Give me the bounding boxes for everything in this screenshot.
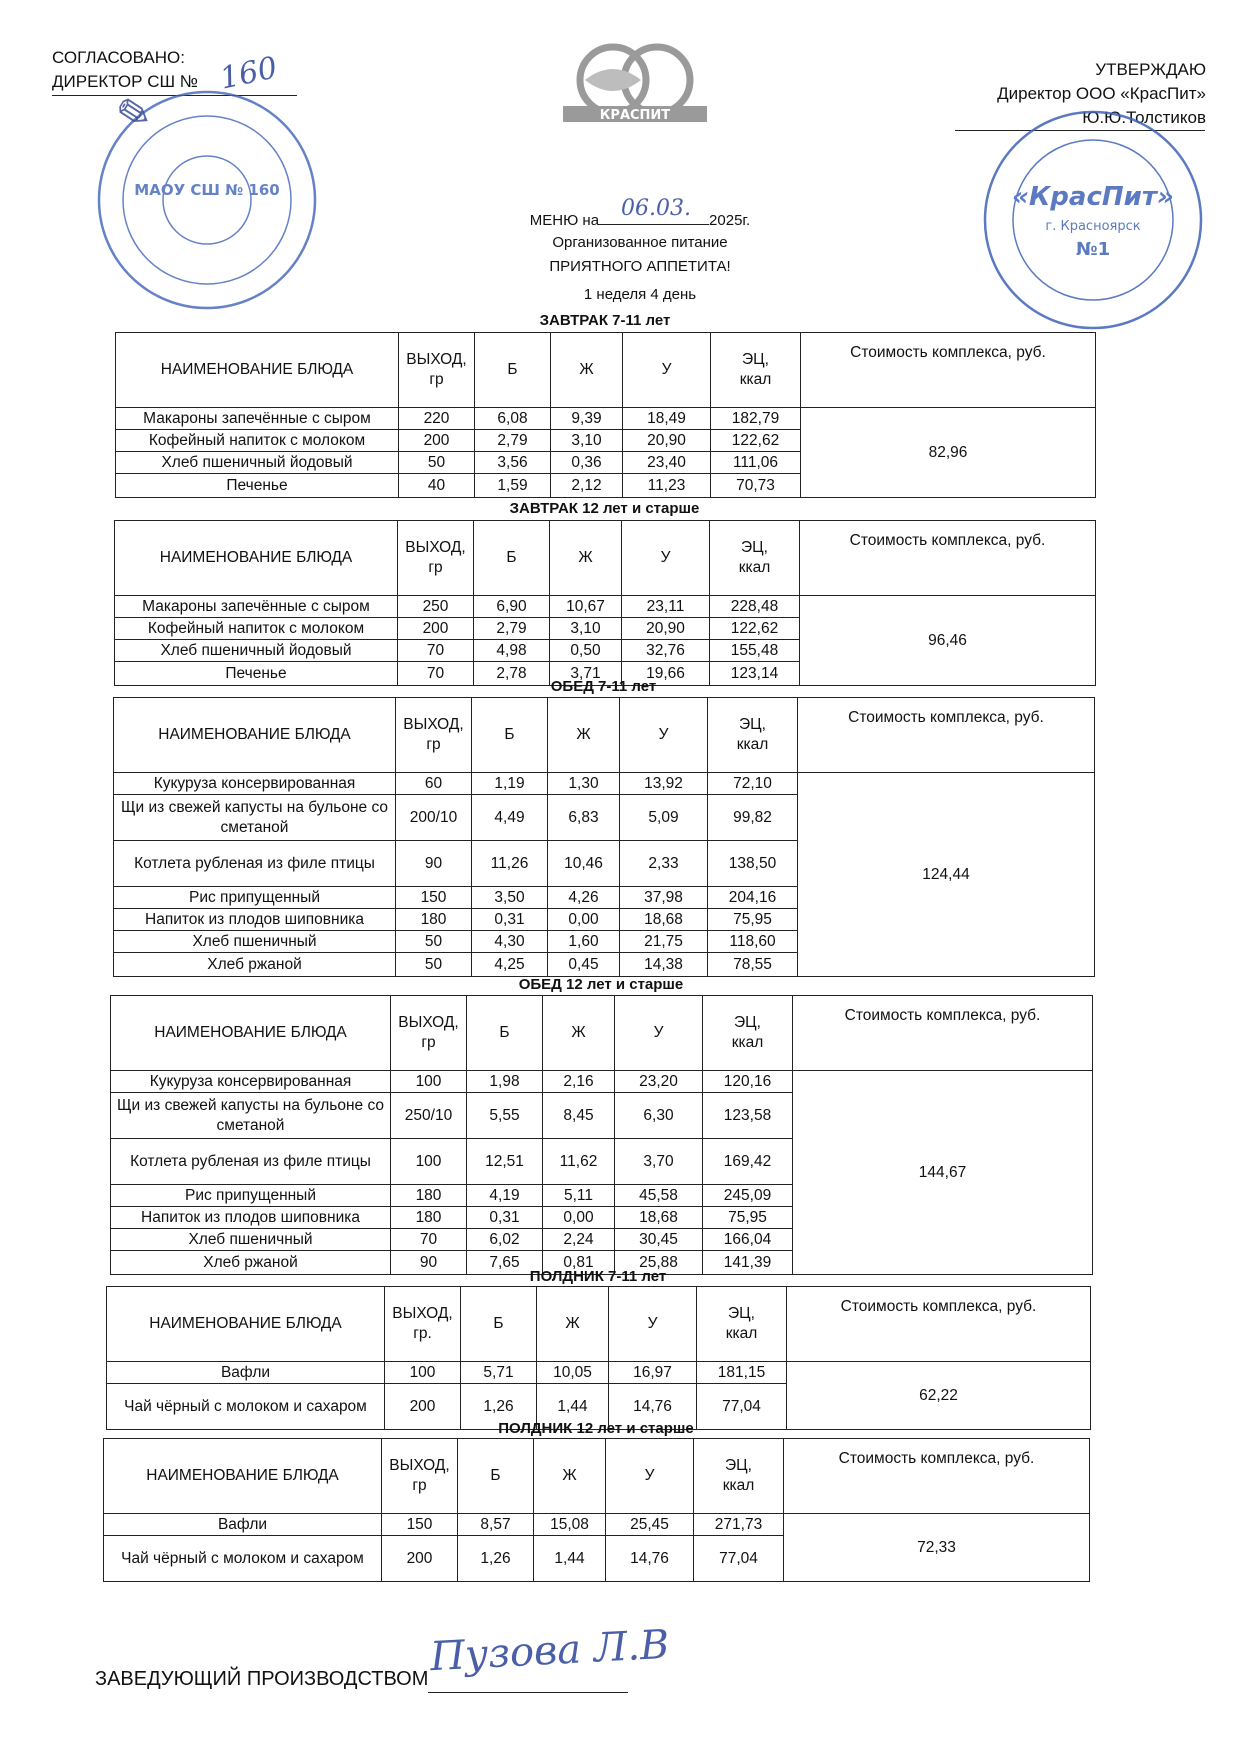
cell-ec: 99,82 [708,795,798,841]
cell-output: 180 [391,1185,467,1207]
cell-zh: 3,10 [551,430,623,452]
cell-ec: 78,55 [708,953,798,977]
header-ec [711,333,801,408]
cell-zh: 2,12 [551,474,623,498]
cell-output: 200/10 [396,795,472,841]
cell-name: Хлеб пшеничный йодовый [115,640,398,662]
cell-output: 70 [398,640,474,662]
menu-table [106,1286,1091,1430]
header-ec-line1: ЭЦ, [741,539,768,556]
cell-zh: 0,81 [543,1251,615,1275]
header-ec [708,698,798,773]
cell-ec: 181,15 [697,1362,787,1384]
cell-zh: 10,46 [548,841,620,887]
header-name: НАИМЕНОВАНИЕ БЛЮДА [111,996,391,1071]
cell-output: 100 [391,1071,467,1093]
cell-zh: 5,11 [543,1185,615,1207]
cell-ec: 204,16 [708,887,798,909]
cell-b: 4,98 [474,640,550,662]
cell-b: 0,31 [472,909,548,931]
cell-u: 14,76 [606,1536,694,1582]
cell-b: 1,59 [475,474,551,498]
cell-output: 60 [396,773,472,795]
cell-b: 6,90 [474,596,550,618]
menu-date-handwritten: 06.03. [621,196,692,221]
cell-name: Кофейный напиток с молоком [116,430,399,452]
table-row [107,1362,1091,1384]
table-header-row [114,698,1095,773]
header-ec-line2: ккал [725,1325,758,1342]
cell-zh: 8,45 [543,1093,615,1139]
cell-u: 19,66 [622,662,710,686]
cell-ec: 138,50 [708,841,798,887]
header-u: У [615,996,703,1071]
cell-u: 5,09 [620,795,708,841]
cell-b: 4,25 [472,953,548,977]
header-b: Б [474,521,550,596]
table-row [114,773,1095,795]
cell-output: 50 [396,953,472,977]
cell-zh: 1,44 [534,1536,606,1582]
cell-output: 200 [385,1384,461,1430]
cell-name: Рис припущенный [114,887,396,909]
header-cost: Стоимость комплекса, руб. [784,1439,1090,1514]
cell-name: Макароны запечённые с сыром [116,408,399,430]
menu-table [110,995,1093,1275]
cell-ec: 228,48 [710,596,800,618]
header-output: ВЫХОД, гр [398,521,474,596]
table-header-row [116,333,1096,408]
table-header-row [104,1439,1090,1514]
cell-name: Печенье [116,474,399,498]
cell-u: 20,90 [622,618,710,640]
menu-year: 2025г. [709,212,751,229]
cell-b: 2,78 [474,662,550,686]
director-name-label: Ю.Ю.Толстиков [1082,108,1206,127]
cell-u: 16,97 [609,1362,697,1384]
header-u: У [620,698,708,773]
header-name: НАИМЕНОВАНИЕ БЛЮДА [104,1439,382,1514]
cell-u: 32,76 [622,640,710,662]
cell-zh: 9,39 [551,408,623,430]
header-ec-line1: ЭЦ, [728,1305,755,1322]
director-company-label: Директор ООО «КрасПит» [997,84,1206,103]
header-ec-line2: ккал [739,371,772,388]
cell-b: 7,65 [467,1251,543,1275]
cell-b: 6,08 [475,408,551,430]
cell-b: 1,19 [472,773,548,795]
cell-ec: 166,04 [703,1229,793,1251]
cell-u: 21,75 [620,931,708,953]
header-cost: Стоимость комплекса, руб. [793,996,1093,1071]
cell-zh: 0,36 [551,452,623,474]
cell-b: 6,02 [467,1229,543,1251]
cell-ec: 122,62 [711,430,801,452]
cell-name: Макароны запечённые с сыром [115,596,398,618]
section-title: ПОЛДНИК 7-11 лет [529,1268,667,1285]
cell-b: 1,98 [467,1071,543,1093]
cell-output: 100 [385,1362,461,1384]
cell-name: Напиток из плодов шиповника [114,909,396,931]
cell-u: 23,11 [622,596,710,618]
header-zh: Ж [537,1287,609,1362]
header-u: У [622,521,710,596]
header-b: Б [472,698,548,773]
cell-b: 3,56 [475,452,551,474]
cell-zh: 0,50 [550,640,622,662]
cell-u: 14,38 [620,953,708,977]
cell-output: 250/10 [391,1093,467,1139]
cell-name: Щи из свежей капусты на бульоне со сметаной [114,795,396,841]
cell-ec: 70,73 [711,474,801,498]
header-ec-line1: ЭЦ, [739,716,766,733]
menu-subtitle-2: ПРИЯТНОГО АППЕТИТА! [549,258,731,275]
director-signature: ✎ [104,85,157,146]
company-logo [555,38,715,124]
header-ec [697,1287,787,1362]
header-cost: Стоимость комплекса, руб. [800,521,1096,596]
cell-b: 8,57 [458,1514,534,1536]
cell-ec: 169,42 [703,1139,793,1185]
cell-b: 1,26 [458,1536,534,1582]
header-output: ВЫХОД, гр [382,1439,458,1514]
cell-name: Хлеб пшеничный [114,931,396,953]
menu-date-line [599,196,709,225]
cell-output: 70 [391,1229,467,1251]
header-name: НАИМЕНОВАНИЕ БЛЮДА [107,1287,385,1362]
cell-ec: 182,79 [711,408,801,430]
cell-ec: 271,73 [694,1514,784,1536]
cell-output: 90 [396,841,472,887]
header-zh: Ж [548,698,620,773]
header-ec [694,1439,784,1514]
cell-output: 200 [382,1536,458,1582]
cell-zh: 0,00 [548,909,620,931]
cell-u: 23,20 [615,1071,703,1093]
footer-signature: Пузова Л.В [428,1621,671,1681]
cell-name: Чай чёрный с молоком и сахаром [107,1384,385,1430]
cell-u: 25,45 [606,1514,694,1536]
cell-u: 37,98 [620,887,708,909]
complex-cost: 72,33 [784,1514,1090,1582]
cell-b: 4,19 [467,1185,543,1207]
cell-zh: 15,08 [534,1514,606,1536]
cell-output: 150 [382,1514,458,1536]
cell-ec: 75,95 [708,909,798,931]
logo-text: КРАСПИТ [599,108,671,123]
complex-cost: 96,46 [800,596,1096,686]
cell-u: 45,58 [615,1185,703,1207]
header-b: Б [461,1287,537,1362]
cell-b: 11,26 [472,841,548,887]
school-number-handwritten: 160 [216,50,281,97]
cell-zh: 11,62 [543,1139,615,1185]
cell-name: Хлеб ржаной [111,1251,391,1275]
cell-u: 18,68 [615,1207,703,1229]
cell-output: 90 [391,1251,467,1275]
header-output: ВЫХОД, гр [396,698,472,773]
cell-b: 5,55 [467,1093,543,1139]
complex-cost: 82,96 [801,408,1096,498]
cell-u: 14,76 [609,1384,697,1430]
cell-ec: 155,48 [710,640,800,662]
header-output: ВЫХОД, гр. [385,1287,461,1362]
cell-name: Кукуруза консервированная [111,1071,391,1093]
section-title: ОБЕД 7-11 лет [550,678,657,695]
company-stamp-city: г. Красноярск [1045,219,1141,234]
cell-b: 1,26 [461,1384,537,1430]
table-header-row [115,521,1096,596]
header-output: ВЫХОД, гр [391,996,467,1071]
cell-b: 2,79 [475,430,551,452]
cell-zh: 1,30 [548,773,620,795]
table-row [115,596,1096,618]
section-title: ПОЛДНИК 12 лет и старше [498,1420,694,1437]
cell-zh: 10,05 [537,1362,609,1384]
cell-zh: 1,44 [537,1384,609,1430]
cell-output: 70 [398,662,474,686]
footer-label: ЗАВЕДУЮЩИЙ ПРОИЗВОДСТВОМ [95,1668,429,1690]
cell-u: 13,92 [620,773,708,795]
cell-output: 100 [391,1139,467,1185]
header-cost: Стоимость комплекса, руб. [798,698,1095,773]
section-title: ЗАВТРАК 7-11 лет [539,312,671,329]
header-b: Б [467,996,543,1071]
cell-name: Вафли [104,1514,382,1536]
section-title: ОБЕД 12 лет и старше [518,976,684,993]
header-zh: Ж [551,333,623,408]
menu-table [113,697,1095,977]
header-name: НАИМЕНОВАНИЕ БЛЮДА [116,333,399,408]
cell-name: Щи из свежей капусты на бульоне со сметаной [111,1093,391,1139]
cell-b: 4,49 [472,795,548,841]
cell-u: 6,30 [615,1093,703,1139]
footer-signature-line [428,1692,628,1693]
cell-output: 180 [391,1207,467,1229]
cell-zh: 0,45 [548,953,620,977]
cell-u: 23,40 [623,452,711,474]
cell-ec: 111,06 [711,452,801,474]
cell-ec: 122,62 [710,618,800,640]
cell-ec: 141,39 [703,1251,793,1275]
header-ec-line1: ЭЦ, [734,1014,761,1031]
menu-subtitle-1: Организованное питание [552,234,728,251]
menu-table [115,332,1096,498]
header-b: Б [458,1439,534,1514]
cell-zh: 4,26 [548,887,620,909]
cell-u: 11,23 [623,474,711,498]
cell-name: Котлета рубленая из филе птицы [111,1139,391,1185]
cell-name: Напиток из плодов шиповника [111,1207,391,1229]
menu-table [114,520,1096,686]
header-b: Б [475,333,551,408]
cell-u: 25,88 [615,1251,703,1275]
cell-name: Котлета рубленая из филе птицы [114,841,396,887]
cell-output: 50 [399,452,475,474]
company-stamp-center: «КрасПит» [1012,182,1174,212]
cell-b: 12,51 [467,1139,543,1185]
complex-cost: 124,44 [798,773,1095,977]
cell-zh: 1,60 [548,931,620,953]
cell-name: Хлеб пшеничный йодовый [116,452,399,474]
header-zh: Ж [534,1439,606,1514]
table-header-row [111,996,1093,1071]
cell-zh: 0,00 [543,1207,615,1229]
cell-ec: 72,10 [708,773,798,795]
cell-output: 50 [396,931,472,953]
cell-ec: 245,09 [703,1185,793,1207]
table-row [111,1071,1093,1093]
complex-cost: 62,22 [787,1362,1091,1430]
director-school-label: ДИРЕКТОР СШ № [52,72,199,91]
cell-b: 3,50 [472,887,548,909]
cell-b: 5,71 [461,1362,537,1384]
header-ec-line2: ккал [738,559,771,576]
header-ec-line1: ЭЦ, [725,1457,752,1474]
cell-name: Кофейный напиток с молоком [115,618,398,640]
cell-ec: 77,04 [694,1536,784,1582]
cell-ec: 75,95 [703,1207,793,1229]
header-name: НАИМЕНОВАНИЕ БЛЮДА [114,698,396,773]
cell-b: 0,31 [467,1207,543,1229]
complex-cost: 144,67 [793,1071,1093,1275]
cell-name: Вафли [107,1362,385,1384]
cell-zh: 3,10 [550,618,622,640]
cell-name: Хлеб ржаной [114,953,396,977]
cell-ec: 118,60 [708,931,798,953]
header-output: ВЫХОД, гр [399,333,475,408]
cell-b: 4,30 [472,931,548,953]
table-row [104,1514,1090,1536]
cell-output: 250 [398,596,474,618]
cell-ec: 123,14 [710,662,800,686]
cell-output: 200 [398,618,474,640]
cell-output: 150 [396,887,472,909]
approve-label: УТВЕРЖДАЮ [1095,60,1206,79]
table-header-row [107,1287,1091,1362]
cell-output: 180 [396,909,472,931]
cell-name: Рис припущенный [111,1185,391,1207]
header-ec [710,521,800,596]
cell-zh: 6,83 [548,795,620,841]
school-stamp-center: МАОУ СШ № 160 [134,181,280,199]
cell-zh: 2,16 [543,1071,615,1093]
cell-u: 3,70 [615,1139,703,1185]
cell-u: 2,33 [620,841,708,887]
cell-name: Кукуруза консервированная [114,773,396,795]
cell-output: 220 [399,408,475,430]
menu-table [103,1438,1090,1582]
company-stamp [978,105,1208,335]
section-title: ЗАВТРАК 12 лет и старше [509,500,700,517]
cell-u: 18,49 [623,408,711,430]
cell-name: Печенье [115,662,398,686]
header-zh: Ж [550,521,622,596]
cell-ec: 120,16 [703,1071,793,1093]
cell-ec: 123,58 [703,1093,793,1139]
agreed-label: СОГЛАСОВАНО: [52,48,185,67]
header-zh: Ж [543,996,615,1071]
cell-name: Чай чёрный с молоком и сахаром [104,1536,382,1582]
header-name: НАИМЕНОВАНИЕ БЛЮДА [115,521,398,596]
header-u: У [609,1287,697,1362]
cell-u: 18,68 [620,909,708,931]
cell-zh: 2,24 [543,1229,615,1251]
cell-u: 20,90 [623,430,711,452]
week-day-label: 1 неделя 4 день [583,286,697,303]
menu-prefix: МЕНЮ на [529,212,600,229]
header-ec-line2: ккал [731,1034,764,1051]
company-stamp-number: №1 [1075,239,1111,260]
cell-name: Хлеб пшеничный [111,1229,391,1251]
header-ec-line1: ЭЦ, [742,351,769,368]
header-ec-line2: ккал [722,1477,755,1494]
header-cost: Стоимость комплекса, руб. [787,1287,1091,1362]
header-ec [703,996,793,1071]
cell-zh: 10,67 [550,596,622,618]
cell-output: 40 [399,474,475,498]
cell-ec: 77,04 [697,1384,787,1430]
header-ec-line2: ккал [736,736,769,753]
table-row [116,408,1096,430]
cell-b: 2,79 [474,618,550,640]
cell-u: 30,45 [615,1229,703,1251]
cell-output: 200 [399,430,475,452]
header-u: У [623,333,711,408]
header-u: У [606,1439,694,1514]
menu-title [440,196,840,232]
header-cost: Стоимость комплекса, руб. [801,333,1096,408]
cell-zh: 3,71 [550,662,622,686]
